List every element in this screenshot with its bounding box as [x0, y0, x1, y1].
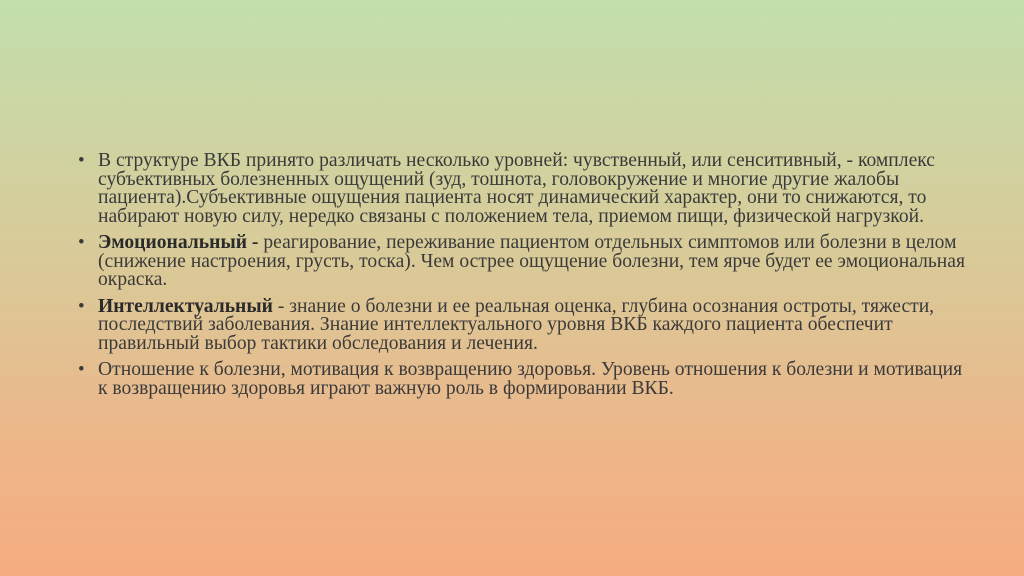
bullet-icon: •	[78, 359, 85, 380]
item-text: - знание о болезни и ее реальная оценка, глубина осознания остроты, тяжести, последствий заболевания. Знание интеллектуального уровня ВКБ каждого пациента обеспечит правильный выбор тактики обследования и лечения.	[98, 295, 935, 354]
list-item	[78, 152, 968, 226]
list-item	[78, 234, 968, 290]
item-term: Эмоциональный -	[98, 232, 259, 253]
slide-content	[78, 152, 968, 406]
list-item	[78, 361, 968, 398]
list-item	[78, 295, 968, 354]
bullet-icon: •	[78, 232, 85, 253]
item-text: реагирование, переживание пациентом отдельных симптомов или болезни в целом (снижение настроения, грусть, тоска). Чем острее ощущение болезни, тем ярче будет ее эмоциональная окраска.	[98, 232, 965, 290]
bullet-list	[78, 152, 968, 398]
item-text: Отношение к болезни, мотивация к возвращению здоровья. Уровень отношения к болезни и мотивация к возвращению здоровья играют важную роль в формировании ВКБ.	[98, 359, 963, 399]
bullet-icon: •	[78, 295, 85, 317]
item-term: Интеллектуальный	[98, 295, 273, 317]
bullet-icon: •	[78, 150, 85, 171]
item-text: В структуре ВКБ принято различать несколько уровней: чувственный, или сенситивный, - комплекс субъективных болезненных ощущений (зуд, тошнота, головокружение и многие другие жалобы пациента).Субъективные ощущения пациента носят динамический характер, они то снижаются, то набирают новую силу, нередко связаны с положением тела, приемом пищи, физической нагрузкой.	[98, 150, 935, 227]
